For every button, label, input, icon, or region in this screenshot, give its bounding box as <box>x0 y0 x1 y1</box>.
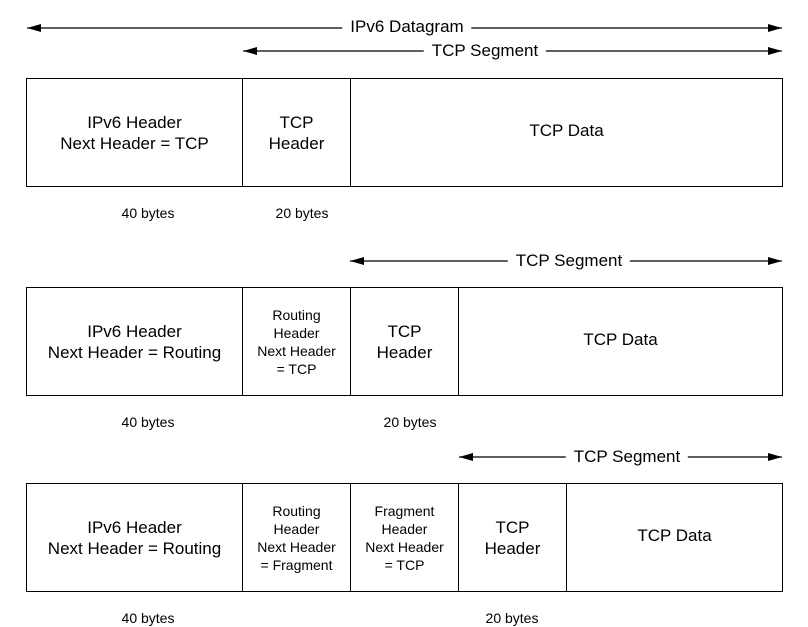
size-label: 40 bytes <box>121 610 175 626</box>
size-label: 20 bytes <box>275 205 329 221</box>
size-label: 40 bytes <box>121 205 175 221</box>
size-label: 40 bytes <box>121 414 175 430</box>
tcp-header-box: TCP Header <box>350 287 459 396</box>
segment-label-2: TCP Segment <box>508 251 630 271</box>
segment-label-3: TCP Segment <box>566 447 688 467</box>
tcp-data-box: TCP Data <box>458 287 783 396</box>
routing-header-box: Routing Header Next Header = TCP <box>242 287 351 396</box>
tcp-header-box: TCP Header <box>242 78 351 187</box>
fragment-header-box: Fragment Header Next Header = TCP <box>350 483 459 592</box>
ipv6-header-box: IPv6 Header Next Header = Routing <box>26 287 243 396</box>
tcp-data-box: TCP Data <box>350 78 783 187</box>
size-label: 20 bytes <box>485 610 539 626</box>
tcp-data-box: TCP Data <box>566 483 783 592</box>
ipv6-header-box: IPv6 Header Next Header = TCP <box>26 78 243 187</box>
datagram-label: IPv6 Datagram <box>342 17 471 37</box>
segment-label-1: TCP Segment <box>424 41 546 61</box>
routing-header-box: Routing Header Next Header = Fragment <box>242 483 351 592</box>
tcp-header-box: TCP Header <box>458 483 567 592</box>
size-label: 20 bytes <box>383 414 437 430</box>
ipv6-header-box: IPv6 Header Next Header = Routing <box>26 483 243 592</box>
